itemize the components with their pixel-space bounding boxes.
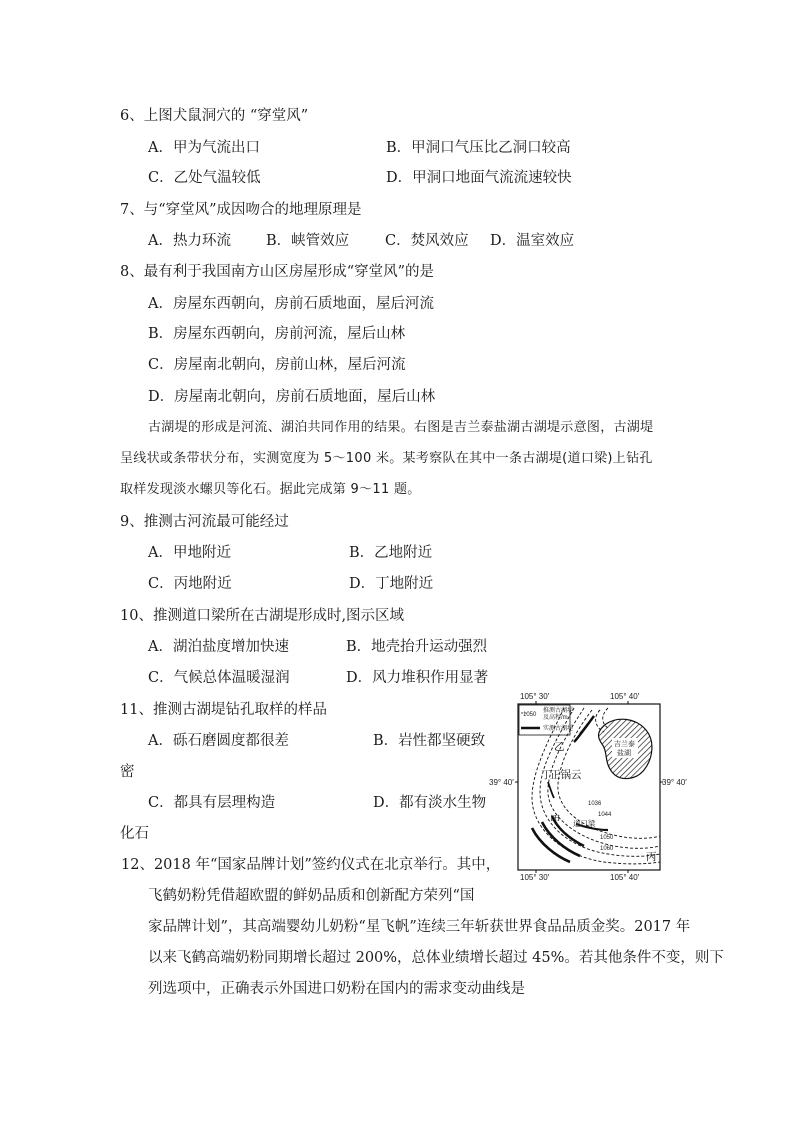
q11-option-a: A．砾石磨圆度都很差 [148, 733, 289, 749]
q7-option-d: D．温室效应 [490, 233, 575, 249]
q9-option-b: B．乙地附近 [349, 545, 433, 561]
passage-line-2: 呈线状或条带状分布，实测宽度为 5～100 米。某考察队在其中一条古湖堤(道口梁)上钻孔 [120, 451, 653, 466]
q10-option-a: A．湖泊盐度增加快速 [148, 639, 289, 655]
q10-stem: 10、推测道口梁所在古湖堤形成时,图示区域 [120, 608, 405, 624]
q7-option-a: A．热力环流 [148, 233, 231, 249]
lon-label-right-bottom: 105° 40′ [610, 873, 640, 882]
q12-line-3: 家品牌计划”，其高端婴幼儿奶粉“星飞帆”连续三年斩获世界食品品质金奖。2017 年 [148, 919, 691, 935]
q11-option-d-wrap: 化石 [120, 826, 149, 842]
q6-option-d: D．甲洞口地面气流流速较快 [386, 170, 572, 186]
passage-line-3: 取样发现淡水螺贝等化石。据此完成第 9～11 题。 [120, 482, 421, 497]
map-legend [519, 705, 573, 735]
q8-option-b: B．房屋东西朝向，房前河流，屋后山林 [148, 326, 406, 342]
q6-option-a: A．甲为气流出口 [148, 140, 260, 156]
q10-option-b: B．地壳抬升运动强烈 [346, 639, 488, 655]
q8-option-a: A．房屋东西朝向，房前石质地面，屋后河流 [148, 296, 434, 312]
lon-label-left-bottom: 105° 30′ [520, 873, 550, 882]
lat-label-left: 39° 40′ [489, 778, 514, 787]
legend-item-1b: 及高程/m [543, 715, 568, 721]
q9-option-c: C．丙地附近 [148, 576, 232, 592]
q8-stem: 8、最有利于我国南方山区房屋形成“穿堂风”的是 [120, 264, 435, 280]
lon-label-left-top: 105° 30′ [520, 692, 550, 701]
contour-label-1060: 1060 [600, 846, 614, 852]
lake-label-a: 吉兰泰 [614, 741, 635, 748]
legend-item-2: 实测古湖堤 [543, 726, 574, 732]
q9-stem: 9、推测古河流最可能经过 [120, 514, 289, 530]
q6-option-c: C．乙处气温较低 [148, 170, 261, 186]
q11-option-b: B．岩性都坚硬致 [373, 733, 486, 749]
label-daokouliang: 道口梁 [573, 819, 596, 828]
contour-label-1044: 1044 [598, 812, 612, 818]
q6-option-b: B．甲洞口气压比乙洞口较高 [386, 140, 571, 156]
q10-option-c: C．气候总体温暖湿润 [148, 670, 290, 686]
contour-label-1050: 1050 [600, 835, 614, 841]
label-yi: 乙 [554, 741, 565, 753]
q12-line-1: 12、2018 年“国家品牌计划”签约仪式在北京举行。其中， [121, 857, 501, 873]
paleo-lake-levee-map [488, 688, 692, 884]
label-place: 正锅云 [550, 769, 582, 781]
q12-line-4: 以来飞鹤高端奶粉同期增长超过 200%，总体业绩增长超过 45%。若其他条件不变，则下 [148, 950, 724, 966]
q11-option-b-wrap: 密 [120, 764, 135, 780]
q12-line-2: 飞鹤奶粉凭借超欧盟的鲜奶品质和创新配方荣列“国 [148, 888, 475, 904]
q6-stem: 6、上图犬鼠洞穴的 “穿堂风” [120, 108, 309, 124]
legend-item-1a: 推测古湖堤 [543, 708, 574, 714]
lon-label-right-top: 105° 40′ [610, 692, 640, 701]
q8-option-d: D．房屋南北朝向，房前石质地面，屋后山林 [148, 389, 436, 405]
lat-label-right: 39° 40′ [662, 778, 687, 787]
q12-line-5: 列选项中，正确表示外国进口奶粉在国内的需求变动曲线是 [148, 981, 525, 997]
q11-option-c: C．都具有层理构造 [148, 795, 276, 811]
q9-option-d: D．丁地附近 [349, 576, 434, 592]
q7-option-b: B．峡管效应 [266, 233, 350, 249]
label-bing: 丙 [646, 851, 657, 863]
passage-line-1: 古湖堤的形成是河流、湖泊共同作用的结果。右图是吉兰泰盐湖古湖堤示意图，古湖堤 [148, 420, 654, 435]
q7-option-c: C．焚风效应 [385, 233, 469, 249]
q11-stem: 11、推测古湖堤钻孔取样的样品 [120, 702, 327, 718]
label-jia: 甲 [550, 814, 561, 826]
label-ding: 丁 [541, 769, 552, 781]
legend-value: 1050 [523, 712, 537, 718]
contour-label-1036: 1036 [588, 801, 602, 807]
q10-option-d: D．风力堆积作用显著 [346, 670, 489, 686]
q11-option-d: D．都有淡水生物 [373, 795, 487, 811]
q7-stem: 7、与“穿堂风”成因吻合的地理原理是 [120, 202, 362, 218]
lake-label-b: 盐湖 [617, 750, 631, 757]
q8-option-c: C．房屋南北朝向，房前山林，屋后河流 [148, 357, 406, 373]
q9-option-a: A．甲地附近 [148, 545, 231, 561]
